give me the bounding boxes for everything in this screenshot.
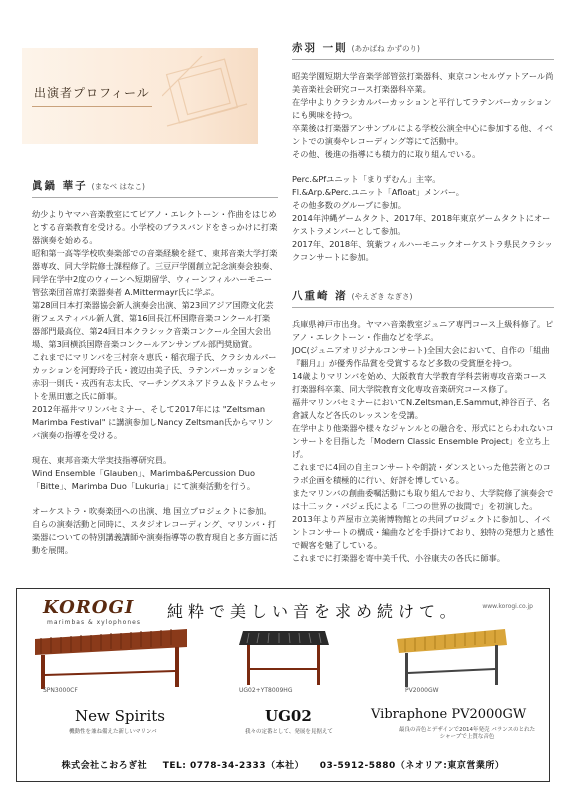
brand-logo: KOROGI: [43, 597, 135, 618]
company-name: 株式会社こおろぎ社: [61, 761, 148, 771]
brand-subtitle: marimbas & xylophones: [47, 619, 141, 626]
product-code: SPN3000CF: [43, 687, 78, 694]
bio-paragraph: 福井マリンバセミナーにおいてN.Zeltsman,E.Sammut,神谷百子、名倉誠人など各氏のレッスンを受講。: [292, 397, 551, 420]
performer-name-kanji: 眞鍋 華子: [32, 180, 88, 192]
bio-paragraph: 卒業後は打楽器アンサンブルによる学校公演全中心に参加する他、イベントでの演奏やレコーディング等にて活動中。: [292, 123, 553, 146]
performer-name-kanji: 八重崎 渚: [292, 290, 348, 302]
bio-paragraph: 2017年、2018年、筑紫フィルハーモニックオーケストラ県民クラシックコンサートに参加。: [292, 239, 553, 262]
product-code: UG02+YT8009HG: [239, 687, 293, 694]
tel-tokyo: 03-5912-5880（ネオリア:東京営業所）: [319, 761, 505, 771]
bio-paragraph: 自らの演奏活動と同時に、スタジオレコーディング、マリンバ・打楽器についての特別講義講師や演奏指導等の教育現自と多方面に活動を展開。: [32, 519, 278, 555]
marimba-icon: [31, 625, 191, 693]
bio-paragraph: Perc.&Pfユニット「まりずむん」主宰。: [292, 174, 441, 184]
bio-paragraph: その他多数のグループに参加。: [292, 200, 406, 210]
korogi-advertisement: [16, 588, 550, 782]
bio-paragraph: JOC(ジュニアオリジナルコンサート)全国大会において、自作の「組曲『翻月』」が優秀作品賞を受賞するなど多数の受賞歴を持つ。: [292, 345, 550, 368]
product-marimba: [31, 625, 191, 693]
product-name: Vibraphone PV2000GW: [371, 707, 527, 722]
bio-paragraph: 在学中よりクラシカルパーカッションと平行してラテンパーカッションにも興味を持つ。: [292, 97, 552, 120]
bio-paragraph: その他、後進の指導にも積力的に取り組んでいる。: [292, 149, 481, 159]
ad-footer: [17, 758, 549, 771]
product-name: New Spirits: [75, 707, 165, 725]
bio-paragraph: これまでに4回の自主コンサートや朗読・ダンスといった他芸術とのコラボ企画を積極的に行い、好評を博している。: [292, 462, 551, 485]
performer-name-kana: (まなべ はなこ): [91, 182, 145, 191]
performer-name-kana: (やえざき なぎさ): [351, 292, 413, 301]
performer-name: [292, 288, 554, 308]
bio-paragraph: 在学中より他楽器や様々なジャンルとの融合を、形式にとらわれないコンサートを目指した「Modern Classic Ensemble Project」を立ち上げ。: [292, 423, 554, 459]
bio-paragraph: Wind Ensemble「Glauben」、Marimba&Percussion Duo「Bitte」、Marimba Duo「Lukuria」にて演奏活動を行う。: [32, 468, 256, 491]
bio-paragraph: 昭美学園短期大学音楽学部管弦打楽器科、東京コンセルヴァトアール尚美音楽社会研究コース打楽器科卒業。: [292, 71, 554, 94]
tel-headquarters: TEL: 0778-34-2333（本社）: [162, 761, 305, 771]
product-ug02: [233, 625, 333, 691]
bio-paragraph: 2013年より芦屋市立美術博物館との共同プロジェクトに参加し、イベントコンサートの構成・編曲などを手掛けており、独特の発想力と感性で観客を魅了している。: [292, 514, 554, 550]
product-vibraphone: [391, 625, 511, 691]
profile-header: [22, 48, 258, 144]
bio-paragraph: 14歳よりマリンバを始め、大阪教育大学教育学科芸術専攻音楽コース打楽器科卒業、同大学院教育文化専攻音楽研究コース修了。: [292, 371, 547, 394]
bio-paragraph: これまでにマリンバを三村奈々恵氏・稲衣瑠子氏、クラシカルパーカッションを河野玲子氏・渡辺由美子氏、ラテンパーカッションを赤羽一則氏・戎西有志太氏、マーチングスネアドラム＆ドラムセットを黒田憲之氏に師事。: [32, 352, 277, 401]
xylophone-icon: [233, 625, 333, 691]
title-underline: [32, 106, 152, 107]
bio-paragraph: またマリンバの創曲委嘱活動にも取り組んでおり、大学院修了演奏会では十二ック・パジェ氏による「二つの世界の抜間で」を初演した。: [292, 488, 554, 511]
bio-paragraph: 2014年沖縄ゲームタクト、2017年、2018年東京ゲームタクトにオーケストラメンバーとして参加。: [292, 213, 551, 236]
profile-manabe: [32, 178, 278, 557]
bio-paragraph: 昭和第一高等学校吹奏楽部での音楽経験を経て、東邦音楽大学打楽器専攻、同大学院修士課程修了。三豆戸学園創立記念演奏会独奏、同学在学中2度のウィーンへ短期留学、ウィーンフィルハーモニー管弦楽団首席打楽器奏者 A.Mittermayr氏に学ぶ。: [32, 248, 278, 297]
bio-paragraph: 現在、東邦音楽大学実技指導研究員。: [32, 455, 172, 465]
product-code: PV2000GW: [405, 687, 439, 694]
bio-paragraph: Fl.&Arp.&Perc.ユニット「Afloat」メンバー。: [292, 187, 464, 197]
performer-name: [292, 40, 554, 60]
decorative-frame-icon: [162, 56, 252, 136]
product-description: 機動性を兼ね備えた新しいマリンバ: [69, 729, 157, 735]
profile-right-column: [292, 40, 554, 565]
performer-name-kanji: 赤羽 一則: [292, 42, 348, 54]
bio-paragraph: オーケストラ・吹奏楽団への出演、地 国立プロジェクトに参加。: [32, 506, 272, 516]
performer-name-kana: (あかばね かずのり): [351, 44, 420, 53]
product-description: 我々の定番として、発展を見据えて: [245, 729, 333, 735]
bio-paragraph: 第28回日本打楽器協会新人演奏会出演、第23回アジア国際文化芸術フェスティバル新人賞、第16回長江杯国際音楽コンクール打楽器部門最高位、第24回日本クラシック音楽コンクール全国大会出場、第3回横浜国際音楽コンクールアンサンブル部門奨励賞。: [32, 300, 274, 349]
bio-paragraph: 幼少よりヤマハ音楽教室にてピアノ・エレクトーン・作曲をはじめとする音楽教育を受ける。小学校のブラスバンドをきっかけに打楽器演奏を始める。: [32, 209, 278, 245]
bio-paragraph: これまでに打楽器を寄中美千代、小谷康夫の各氏に師事。: [292, 553, 505, 563]
product-description: 最良の音色とデザインで2014年発売 バランスのとれたシャープで上質な音色: [398, 727, 536, 740]
ad-url: www.korogi.co.jp: [482, 603, 533, 610]
ad-slogan: 純粋で美しい音を求め続けて。: [167, 602, 461, 621]
product-name: UG02: [265, 707, 312, 725]
performer-name: [32, 178, 278, 198]
vibraphone-icon: [391, 625, 511, 691]
profile-title: 出演者プロフィール: [34, 86, 150, 100]
bio-paragraph: 2012年福井マリンバセミナー、そして2017年には "Zeltsman Marimba Festival" に講演参加しNancy Zeltsman氏からマリンバ演奏の指導を受ける。: [32, 404, 274, 440]
bio-paragraph: 兵庫県神戸市出身。ヤマハ音楽教室ジュニア専門コース上級科修了。ピアノ・エレクトーン・作曲などを学ぶ。: [292, 319, 554, 342]
